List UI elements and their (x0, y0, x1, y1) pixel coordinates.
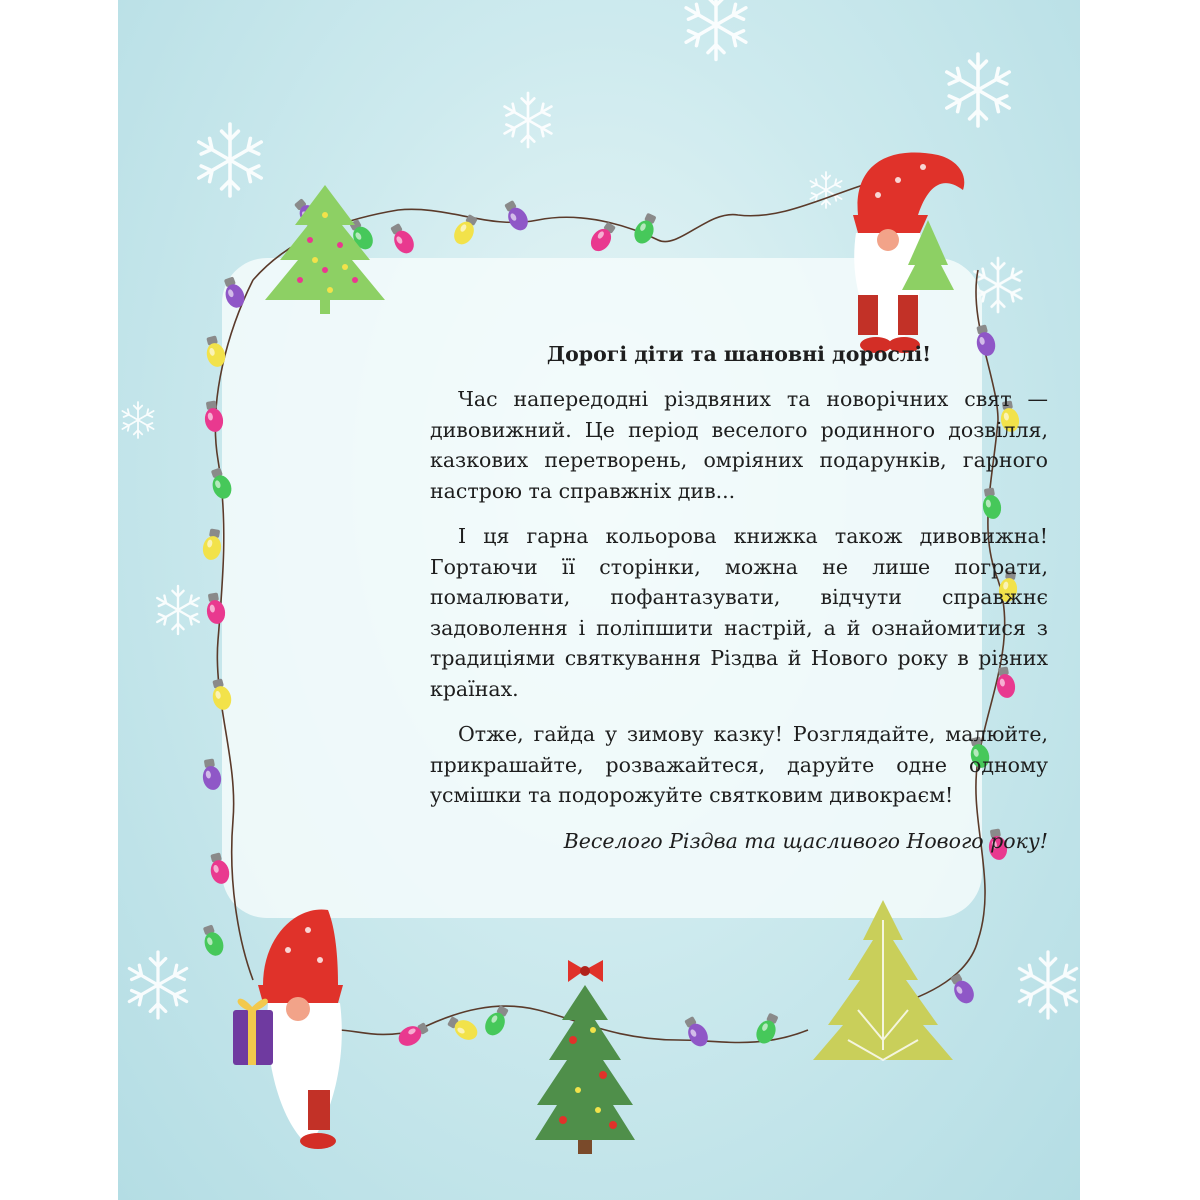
letter-paragraph-2: І ця гарна кольорова книжка також дивовижна! Гортаючи її сторінки, можна не лише пограти, помалювати, пофантазувати, відчути справжнє задоволення і поліпшити настрій, а й ознайомитися з традиціями святкування Різдва й Нового року в різних країнах. (430, 524, 1048, 701)
gnome-icon (233, 909, 343, 1149)
gift-icon (233, 1001, 273, 1065)
christmas-tree-icon (813, 900, 953, 1060)
letter-title: Дорогі діти та шановні дорослі! (546, 342, 932, 366)
letter-closing: Веселого Різдва та щасливого Нового року! (563, 828, 1048, 853)
letter-paragraph-3: Отже, гайда у зимову казку! Розглядайте, малюйте, прикрашайте, розважайтеся, даруйте одне одному усмішки та подорожуйте святковим дивокраєм! (430, 722, 1048, 807)
christmas-tree-icon (535, 960, 635, 1154)
letter-paragraph-1: Час напередодні різдвяних та новорічних свят — дивовижний. Це період веселого родинного дозвілля, казкових перетворень, омріяних подарунків, гарного настрою та справжніх див... (430, 387, 1048, 503)
letter (430, 339, 1048, 871)
christmas-tree-icon (265, 185, 385, 314)
bow-icon (568, 960, 603, 982)
book-page (118, 0, 1080, 1200)
